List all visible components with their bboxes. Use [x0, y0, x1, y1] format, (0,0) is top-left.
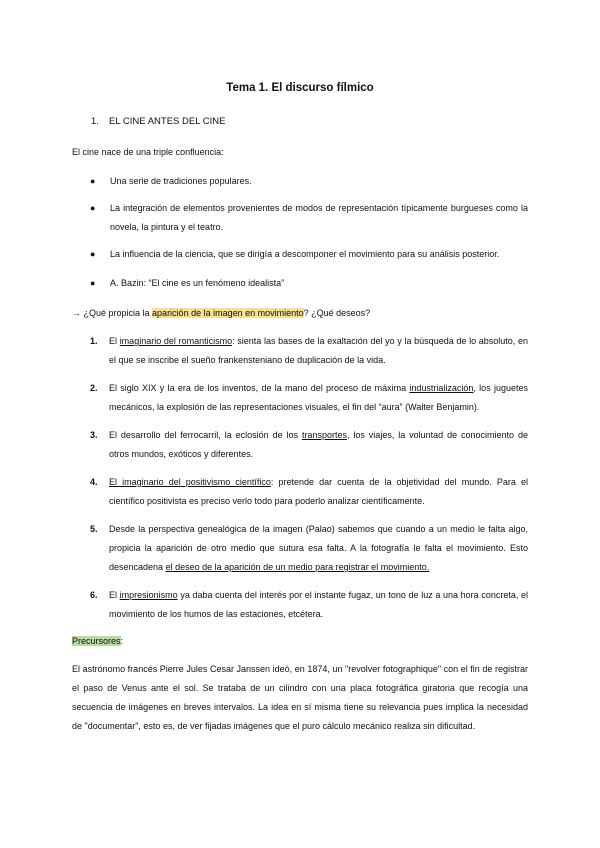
bullet-text: La integración de elementos provenientes de modos de representación típicamente burgueses como la novela, la pintura y el teatro.	[110, 203, 528, 232]
item-text-pre: El siglo XIX y la era de los inventos, de la mano del proceso de máxima	[109, 383, 410, 393]
bullet-dot-icon: ●	[90, 249, 96, 259]
page-title: Tema 1. El discurso fílmico	[226, 82, 374, 94]
question-text-pre: ¿Qué propicia la	[81, 308, 153, 318]
numbered-item	[90, 426, 528, 464]
bullet-item	[90, 199, 528, 237]
numbered-item	[90, 586, 528, 624]
item-number: 1.	[90, 336, 98, 346]
body-paragraph: El astrónomo francés Pierre Jules Cesar Janssen ideó, en 1874, un "revolver fotographique" con el fin de registrar el paso de Venus ante el sol. Se trataba de un cilindro con una placa fotográfica giratoria que recogía una secuencia de imágenes en breves intervalos. La idea en sí misma tiene su relevancia pues implica la necesidad de "documentar", esto es, de ver fijadas imágenes que el puro cálculo mecánico realiza sin dificultad.	[72, 664, 528, 731]
item-text-pre: Desde la perspectiva genealógica de la imagen (Palao) sabemos que cuando a un medio le falta algo, propicia la aparición de otro medio que sutura esa falta. A la fotografía le falta el movimiento. Esto desencadena	[109, 524, 528, 572]
bullet-dot-icon: ●	[90, 278, 96, 288]
question-text-post: ? ¿Qué deseos?	[303, 308, 371, 318]
section-number: 1.	[91, 116, 99, 127]
item-text-post: : sienta las bases de la exaltación del yo y la búsqueda de lo absoluto, en el que se inscribe el sueño frankensteniano de duplicación de la vida.	[109, 336, 528, 365]
bullet-text: La influencia de la ciencia, que se dirigía a descomponer el movimiento para su análisis posterior.	[110, 249, 500, 259]
numbered-item	[90, 473, 528, 511]
item-number: 4.	[90, 477, 98, 487]
item-text-post: ya daba cuenta del interés por el instante fugaz, un tono de luz a una hora concreta, el movimiento de los humos de las estaciones, etcétera.	[109, 590, 528, 619]
item-text-post: , los juguetes mecánicos, la explosión de las representaciones visuales, el fin del “aura” (Walter Benjamin).	[109, 383, 528, 412]
item-text-pre: El	[109, 336, 120, 346]
item-number: 3.	[90, 430, 98, 440]
precursores-colon: :	[120, 636, 124, 646]
numbered-item	[90, 332, 528, 370]
underlined-term: impresionismo	[119, 590, 178, 600]
underlined-term: industrialización	[409, 383, 474, 393]
item-number: 6.	[90, 590, 98, 600]
item-text-post: : pretende dar cuenta de la objetividad del mundo. Para el científico positivista es preciso verlo todo para poderlo analizar científicamente.	[109, 477, 528, 506]
precursores-label: Precursores	[72, 636, 121, 646]
underlined-term: imaginario del romanticismo	[119, 336, 233, 346]
bullet-dot-icon: ●	[90, 203, 96, 213]
section-label: EL CINE ANTES DEL CINE	[109, 116, 226, 127]
numbered-item	[90, 520, 528, 577]
bullet-item	[90, 172, 528, 191]
item-number: 2.	[90, 383, 98, 393]
bullet-text: A. Bazin: “El cine es un fenómeno idealista”	[110, 278, 285, 288]
underlined-term: El imaginario del positivismo científico	[109, 477, 271, 487]
precursores-heading	[72, 632, 528, 651]
item-text-post: , los viajes, la voluntad de conocimiento de otros mundos, exóticos y diferentes.	[109, 430, 528, 459]
intro-paragraph: El cine nace de una triple confluencia:	[72, 147, 224, 157]
item-text-pre: El	[109, 590, 120, 600]
item-number: 5.	[90, 524, 98, 534]
question-line	[72, 304, 528, 323]
section-heading	[91, 116, 226, 127]
arrow-icon: →	[72, 308, 81, 318]
bullet-dot-icon: ●	[90, 176, 96, 186]
bullet-text: Una serie de tradiciones populares.	[110, 176, 252, 186]
bullet-item	[90, 274, 528, 293]
numbered-item	[90, 379, 528, 417]
highlighted-phrase: aparición de la imagen en movimiento	[152, 308, 304, 318]
bullet-item	[90, 245, 528, 264]
underlined-term: el deseo de la aparición de un medio para registrar el movimiento.	[165, 562, 430, 572]
item-text-pre: El desarrollo del ferrocarril, la eclosión de los	[109, 430, 302, 440]
underlined-term: transportes	[301, 430, 347, 440]
